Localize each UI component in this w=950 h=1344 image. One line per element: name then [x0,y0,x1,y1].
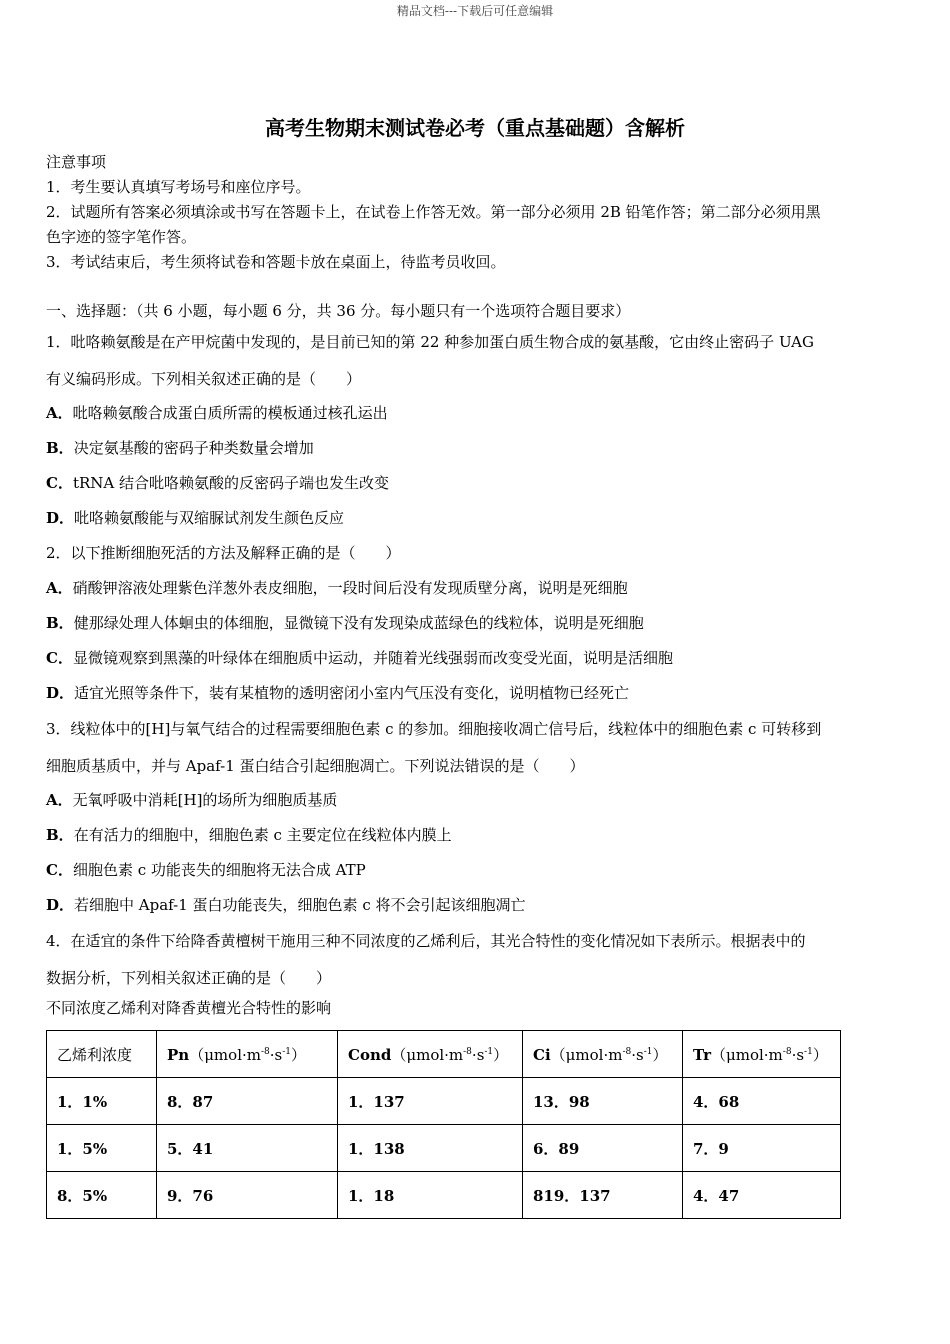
notice-item: 2．试题所有答案必须填涂或书写在答题卡上，在试卷上作答无效。第一部分必须用 2B 铅笔作答；第二部分必须用黑 [46,203,821,221]
table-cell: 8．87 [157,1078,338,1125]
table-cell: 1．5% [47,1125,157,1172]
notice-heading: 注意事项 [46,153,107,171]
header-cell: $Tr(\mu mol\cdot m^{-8}\cdot s^{-1})$ [683,1031,841,1078]
table-cell: 819．137 [523,1172,683,1219]
question-3-stem [46,711,906,785]
header-note: 精品文档---下载后可任意编辑 [396,4,554,18]
notice-item: 3．考试结束后，考生须将试卷和答题卡放在桌面上，待监考员收回。 [46,253,506,271]
table-cell: 1．137 [338,1078,523,1125]
header-cell: $Pn(\mu mol\cdot m^{-8}\cdot s^{-1})$ [157,1031,338,1078]
table-cell: 7．9 [683,1125,841,1172]
table-cell: 5．41 [157,1125,338,1172]
stem-line: 数据分析，下列相关叙述正确的是（ ） [46,969,332,987]
table-caption: 不同浓度乙烯利对降香黄檀光合特性的影响 [46,999,332,1017]
option-d: D．若细胞中 Apaf-1 蛋白功能丧失，细胞色素 c 将不会引起该细胞凋亡 [46,896,526,914]
table-cell: 13．98 [523,1078,683,1125]
table-cell: 1．138 [338,1125,523,1172]
option-c: C．显微镜观察到黑藻的叶绿体在细胞质中运动，并随着光线强弱而改变受光面，说明是活细胞 [46,649,673,667]
table-row [47,1125,841,1172]
notice-item: 色字迹的签字笔作答。 [46,228,197,246]
table-cell: 1．1% [47,1078,157,1125]
table-cell: 6．89 [523,1125,683,1172]
option-d: D．适宜光照等条件下，装有某植物的透明密闭小室内气压没有变化，说明植物已经死亡 [46,684,630,702]
question-4-stem [46,923,906,997]
header-cell: $Ci(\mu mol\cdot m^{-8}\cdot s^{-1})$ [523,1031,683,1078]
stem-line: 有义编码形成。下列相关叙述正确的是（ ） [46,370,362,388]
option-a: A．吡咯赖氨酸合成蛋白质所需的模板通过核孔运出 [46,404,388,422]
notice-section [46,150,906,275]
option-b: B．在有活力的细胞中，细胞色素 c 主要定位在线粒体内膜上 [46,826,452,844]
data-table [46,1030,841,1219]
stem-line: 3．线粒体中的[H]与氧气结合的过程需要细胞色素 c 的参加。细胞接收凋亡信号后，线粒体中的细胞色素 c 可转移到 [46,720,822,738]
option-c: C．tRNA 结合吡咯赖氨酸的反密码子端也发生改变 [46,474,390,492]
table-cell: 4．68 [683,1078,841,1125]
table-cell: 9．76 [157,1172,338,1219]
question-2 [46,536,906,711]
option-a: A．硝酸钾溶液处理紫色洋葱外表皮细胞，一段时间后没有发现质壁分离，说明是死细胞 [46,579,628,597]
section-heading: 一、选择题：（共 6 小题，每小题 6 分，共 36 分。每小题只有一个选项符合题目要求） [46,302,631,320]
table-cell: 8．5% [47,1172,157,1219]
header-cell: 乙烯利浓度 [47,1031,157,1078]
table-row [47,1172,841,1219]
option-b: B．健那绿处理人体蛔虫的体细胞，显微镜下没有发现染成蓝绿色的线粒体，说明是死细胞 [46,614,644,632]
question-3-options [46,783,906,923]
question-1-options [46,396,906,536]
stem-line: 4．在适宜的条件下给降香黄檀树干施用三种不同浓度的乙烯利后，其光合特性的变化情况如下表所示。根据表中的 [46,932,806,950]
page-title: 高考生物期末测试卷必考（重点基础题）含解析 [265,116,685,140]
option-c: C．细胞色素 c 功能丧失的细胞将无法合成 ATP [46,861,366,879]
table-cell: 1．18 [338,1172,523,1219]
question-1-stem [46,324,906,398]
table-row [47,1078,841,1125]
notice-item: 1．考生要认真填写考场号和座位序号。 [46,178,311,196]
stem-line: 细胞质基质中，并与 Apaf-1 蛋白结合引起细胞凋亡。下列说法错误的是（ ） [46,757,585,775]
option-d: D．吡咯赖氨酸能与双缩脲试剂发生颜色反应 [46,509,345,527]
header-cell: $Cond(\mu mol\cdot m^{-8}\cdot s^{-1})$ [338,1031,523,1078]
table-cell: 4．47 [683,1172,841,1219]
option-b: B．决定氨基酸的密码子种类数量会增加 [46,439,314,457]
stem-line: 1．吡咯赖氨酸是在产甲烷菌中发现的，是目前已知的第 22 种参加蛋白质生物合成的氨基酸，它由终止密码子 UAG [46,333,814,351]
option-a: A．无氧呼吸中消耗[H]的场所为细胞质基质 [46,791,338,809]
table-header-row [47,1031,841,1078]
stem-line: 2．以下推断细胞死活的方法及解释正确的是（ ） [46,544,401,562]
